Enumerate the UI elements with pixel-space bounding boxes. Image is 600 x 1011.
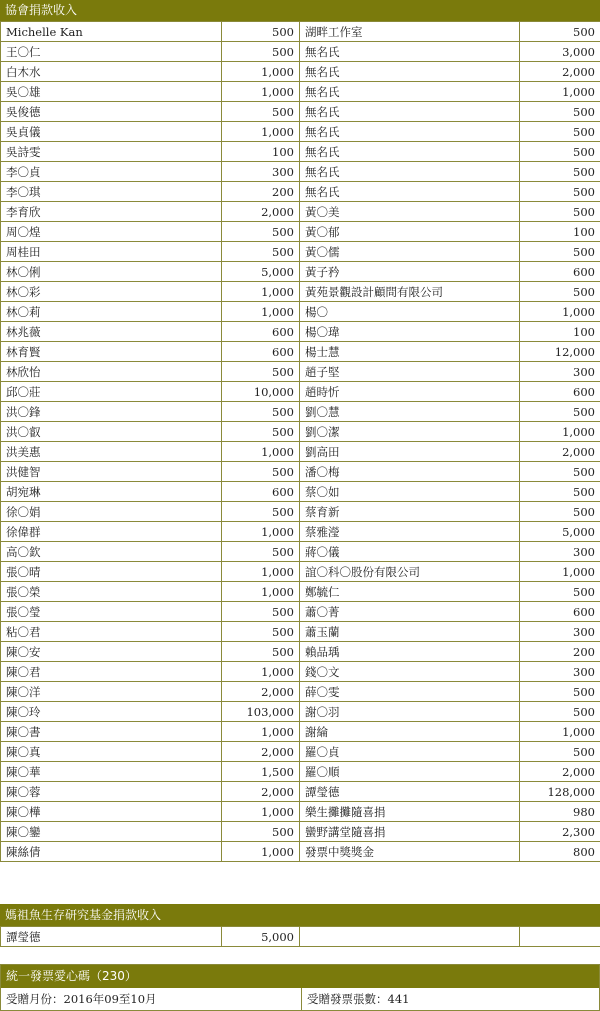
donor-name-left: 陳〇君 — [1, 662, 222, 682]
donation-row — [1, 462, 600, 482]
donation-row — [1, 442, 600, 462]
donor-name-right: 發票中獎獎金 — [300, 842, 520, 862]
donation-row — [1, 422, 600, 442]
amount-right: 500 — [520, 202, 600, 222]
amount-right: 500 — [520, 162, 600, 182]
amount-left: 600 — [222, 342, 300, 362]
donor-name-left: 林兆薇 — [1, 322, 222, 342]
donor-name-right: 蠻野講堂隨喜捐 — [300, 822, 520, 842]
amount-right: 2,300 — [520, 822, 600, 842]
amount-right: 500 — [520, 102, 600, 122]
donor-name-left: 徐偉群 — [1, 522, 222, 542]
donor-name-right: 無名氏 — [300, 42, 520, 62]
donor-name-right: 無名氏 — [300, 62, 520, 82]
donation-row — [1, 42, 600, 62]
donor-name-right: 潘〇梅 — [300, 462, 520, 482]
amount-left: 600 — [222, 322, 300, 342]
amount-right — [520, 927, 600, 947]
donor-name-right: 劉高田 — [300, 442, 520, 462]
donor-name-left: 陳〇樺 — [1, 802, 222, 822]
donor-name-left: 吳貞儀 — [1, 122, 222, 142]
donation-row — [1, 927, 600, 947]
donor-name-left: 邱〇莊 — [1, 382, 222, 402]
donor-name-left: 胡宛琳 — [1, 482, 222, 502]
donor-name-right: 無名氏 — [300, 122, 520, 142]
invoice-donation-box — [0, 964, 600, 1011]
amount-left: 5,000 — [222, 262, 300, 282]
amount-left: 5,000 — [222, 927, 300, 947]
amount-right: 500 — [520, 482, 600, 502]
amount-right: 600 — [520, 602, 600, 622]
donor-name-right: 楊〇 — [300, 302, 520, 322]
donor-name-left: 王〇仁 — [1, 42, 222, 62]
donor-name-right: 無名氏 — [300, 162, 520, 182]
donor-name-left: 洪健智 — [1, 462, 222, 482]
donor-name-right: 蔡育新 — [300, 502, 520, 522]
donation-row — [1, 802, 600, 822]
donor-name-right: 蕭玉蘭 — [300, 622, 520, 642]
donation-row — [1, 62, 600, 82]
donation-row — [1, 182, 600, 202]
donor-name-right: 黃〇美 — [300, 202, 520, 222]
amount-left: 300 — [222, 162, 300, 182]
donor-name-right: 黃〇郁 — [300, 222, 520, 242]
donation-row — [1, 602, 600, 622]
amount-right: 500 — [520, 582, 600, 602]
donor-name-left: 吳俊德 — [1, 102, 222, 122]
amount-right: 500 — [520, 142, 600, 162]
donation-row — [1, 162, 600, 182]
amount-right: 500 — [520, 742, 600, 762]
donor-name-right: 無名氏 — [300, 142, 520, 162]
donor-name-left: 李育欣 — [1, 202, 222, 222]
donor-name-left: 林〇俐 — [1, 262, 222, 282]
amount-right: 5,000 — [520, 522, 600, 542]
donation-row — [1, 82, 600, 102]
donor-name-left: 粘〇君 — [1, 622, 222, 642]
amount-left: 500 — [222, 822, 300, 842]
donation-row — [1, 822, 600, 842]
amount-right: 300 — [520, 362, 600, 382]
donation-row — [1, 662, 600, 682]
amount-right: 500 — [520, 282, 600, 302]
donor-name-left: 譚瑩德 — [1, 927, 222, 947]
donor-name-left: 陳〇洋 — [1, 682, 222, 702]
amount-left: 2,000 — [222, 202, 300, 222]
amount-left: 500 — [222, 102, 300, 122]
amount-left: 10,000 — [222, 382, 300, 402]
donor-name-right: 黃子矜 — [300, 262, 520, 282]
donor-name-right: 楊〇瑋 — [300, 322, 520, 342]
donation-row — [1, 562, 600, 582]
donor-name-right: 趙子堅 — [300, 362, 520, 382]
amount-left: 1,000 — [222, 122, 300, 142]
invoice-count: 受贈發票張數：441 — [307, 992, 410, 1006]
donor-name-left: 張〇榮 — [1, 582, 222, 602]
donor-name-right: 誼〇科〇股份有限公司 — [300, 562, 520, 582]
donor-name-right: 譚瑩德 — [300, 782, 520, 802]
amount-right: 500 — [520, 402, 600, 422]
amount-left: 103,000 — [222, 702, 300, 722]
donor-name-left: 徐〇娟 — [1, 502, 222, 522]
amount-left: 1,000 — [222, 82, 300, 102]
association-donations-header: 協會捐款收入 — [0, 0, 600, 21]
donor-name-left: 李〇琪 — [1, 182, 222, 202]
amount-right: 12,000 — [520, 342, 600, 362]
amount-right: 500 — [520, 502, 600, 522]
donor-name-left: 林欣怡 — [1, 362, 222, 382]
amount-left: 100 — [222, 142, 300, 162]
donor-name-right: 劉〇潔 — [300, 422, 520, 442]
amount-left: 1,000 — [222, 582, 300, 602]
donor-name-left: 高〇欽 — [1, 542, 222, 562]
fund-donations-table — [0, 926, 600, 947]
amount-left: 200 — [222, 182, 300, 202]
donor-name-left: 陳〇安 — [1, 642, 222, 662]
amount-right: 500 — [520, 182, 600, 202]
amount-right: 1,000 — [520, 82, 600, 102]
donor-name-right: 蕭〇菁 — [300, 602, 520, 622]
donation-row — [1, 22, 600, 42]
amount-left: 1,000 — [222, 662, 300, 682]
donation-row — [1, 222, 600, 242]
donor-name-right: 蔡雅瀅 — [300, 522, 520, 542]
donor-name-left: 周〇煌 — [1, 222, 222, 242]
amount-left: 2,000 — [222, 682, 300, 702]
amount-left: 1,000 — [222, 522, 300, 542]
donor-name-right: 謝綸 — [300, 722, 520, 742]
invoice-donation-title: 統一發票愛心碼（230） — [1, 965, 599, 988]
donor-name-right: 黃苑景觀設計顧問有限公司 — [300, 282, 520, 302]
donor-name-right: 無名氏 — [300, 102, 520, 122]
donor-name-right: 薛〇雯 — [300, 682, 520, 702]
donor-name-left: 林育賢 — [1, 342, 222, 362]
amount-left: 500 — [222, 462, 300, 482]
donor-name-left: 張〇晴 — [1, 562, 222, 582]
donation-row — [1, 302, 600, 322]
amount-left: 500 — [222, 502, 300, 522]
amount-right: 2,000 — [520, 442, 600, 462]
donation-row — [1, 742, 600, 762]
donation-row — [1, 322, 600, 342]
amount-right: 980 — [520, 802, 600, 822]
donor-name-right — [300, 927, 520, 947]
amount-right: 300 — [520, 542, 600, 562]
amount-right: 1,000 — [520, 722, 600, 742]
donor-name-left: 洪〇叡 — [1, 422, 222, 442]
donation-row — [1, 362, 600, 382]
donor-name-right: 蔣〇儀 — [300, 542, 520, 562]
donor-name-left: 陳〇鑾 — [1, 822, 222, 842]
donation-row — [1, 782, 600, 802]
amount-right: 2,000 — [520, 762, 600, 782]
donation-row — [1, 382, 600, 402]
amount-left: 500 — [222, 622, 300, 642]
donor-name-left: 陳〇玲 — [1, 702, 222, 722]
donation-row — [1, 402, 600, 422]
amount-right: 500 — [520, 242, 600, 262]
amount-right: 500 — [520, 22, 600, 42]
donor-name-left: 洪美惠 — [1, 442, 222, 462]
amount-left: 1,000 — [222, 722, 300, 742]
amount-right: 3,000 — [520, 42, 600, 62]
donor-name-right: 謝〇羽 — [300, 702, 520, 722]
amount-left: 500 — [222, 542, 300, 562]
invoice-donation-info — [1, 988, 599, 1010]
amount-left: 1,000 — [222, 62, 300, 82]
amount-right: 500 — [520, 702, 600, 722]
donor-name-right: 羅〇貞 — [300, 742, 520, 762]
amount-right: 500 — [520, 122, 600, 142]
amount-left: 1,000 — [222, 282, 300, 302]
donation-row — [1, 842, 600, 862]
donation-row — [1, 622, 600, 642]
donor-name-right: 羅〇順 — [300, 762, 520, 782]
amount-right: 500 — [520, 682, 600, 702]
donation-row — [1, 522, 600, 542]
donor-name-left: 洪〇鋒 — [1, 402, 222, 422]
donor-name-right: 蔡〇如 — [300, 482, 520, 502]
donor-name-left: 陳絲倩 — [1, 842, 222, 862]
donor-name-right: 湖畔工作室 — [300, 22, 520, 42]
donation-row — [1, 762, 600, 782]
donor-name-right: 劉〇慧 — [300, 402, 520, 422]
amount-right: 128,000 — [520, 782, 600, 802]
donation-row — [1, 342, 600, 362]
amount-right: 800 — [520, 842, 600, 862]
amount-left: 1,500 — [222, 762, 300, 782]
amount-right: 100 — [520, 222, 600, 242]
donation-row — [1, 702, 600, 722]
amount-left: 500 — [222, 402, 300, 422]
amount-right: 1,000 — [520, 302, 600, 322]
amount-left: 1,000 — [222, 842, 300, 862]
donation-row — [1, 542, 600, 562]
amount-right: 2,000 — [520, 62, 600, 82]
amount-right: 600 — [520, 262, 600, 282]
donor-name-left: 陳〇華 — [1, 762, 222, 782]
donor-name-right: 趙時忻 — [300, 382, 520, 402]
amount-right: 500 — [520, 462, 600, 482]
amount-left: 500 — [222, 222, 300, 242]
amount-left: 500 — [222, 22, 300, 42]
donor-name-left: 林〇彩 — [1, 282, 222, 302]
amount-left: 2,000 — [222, 742, 300, 762]
donor-name-right: 錢〇文 — [300, 662, 520, 682]
donor-name-right: 黃〇儒 — [300, 242, 520, 262]
amount-right: 200 — [520, 642, 600, 662]
amount-left: 500 — [222, 642, 300, 662]
donation-row — [1, 102, 600, 122]
amount-left: 600 — [222, 482, 300, 502]
amount-right: 300 — [520, 662, 600, 682]
amount-left: 500 — [222, 42, 300, 62]
donation-row — [1, 242, 600, 262]
amount-left: 1,000 — [222, 442, 300, 462]
donor-name-right: 賴品瑀 — [300, 642, 520, 662]
donor-name-left: 張〇瑩 — [1, 602, 222, 622]
donation-row — [1, 642, 600, 662]
donor-name-left: 陳〇書 — [1, 722, 222, 742]
donor-name-left: 陳〇蓉 — [1, 782, 222, 802]
amount-right: 1,000 — [520, 562, 600, 582]
donor-name-left: 李〇貞 — [1, 162, 222, 182]
amount-left: 500 — [222, 602, 300, 622]
amount-left: 500 — [222, 242, 300, 262]
donor-name-right: 無名氏 — [300, 82, 520, 102]
donor-name-left: 白木水 — [1, 62, 222, 82]
amount-right: 600 — [520, 382, 600, 402]
donor-name-right: 樂生攤攤隨喜捐 — [300, 802, 520, 822]
donation-row — [1, 262, 600, 282]
amount-right: 300 — [520, 622, 600, 642]
amount-left: 500 — [222, 362, 300, 382]
donor-name-right: 鄭毓仁 — [300, 582, 520, 602]
association-donations-table — [0, 21, 600, 862]
fund-donations-header: 媽祖魚生存研究基金捐款收入 — [0, 904, 600, 926]
amount-left: 2,000 — [222, 782, 300, 802]
donation-row — [1, 122, 600, 142]
donor-name-right: 無名氏 — [300, 182, 520, 202]
donation-row — [1, 282, 600, 302]
donation-row — [1, 482, 600, 502]
amount-left: 1,000 — [222, 562, 300, 582]
donation-row — [1, 502, 600, 522]
donation-row — [1, 722, 600, 742]
donor-name-left: Michelle Kan — [1, 22, 222, 42]
donor-name-left: 吳〇雄 — [1, 82, 222, 102]
donation-row — [1, 142, 600, 162]
amount-left: 500 — [222, 422, 300, 442]
invoice-month: 受贈月份：2016年09至10月 — [1, 988, 302, 1010]
amount-left: 1,000 — [222, 302, 300, 322]
donation-row — [1, 202, 600, 222]
donor-name-left: 陳〇真 — [1, 742, 222, 762]
amount-right: 1,000 — [520, 422, 600, 442]
donor-name-left: 吳詩雯 — [1, 142, 222, 162]
amount-right: 100 — [520, 322, 600, 342]
donor-name-right: 楊士慧 — [300, 342, 520, 362]
donor-name-left: 林〇莉 — [1, 302, 222, 322]
donation-row — [1, 682, 600, 702]
donor-name-left: 周桂田 — [1, 242, 222, 262]
amount-left: 1,000 — [222, 802, 300, 822]
donation-row — [1, 582, 600, 602]
